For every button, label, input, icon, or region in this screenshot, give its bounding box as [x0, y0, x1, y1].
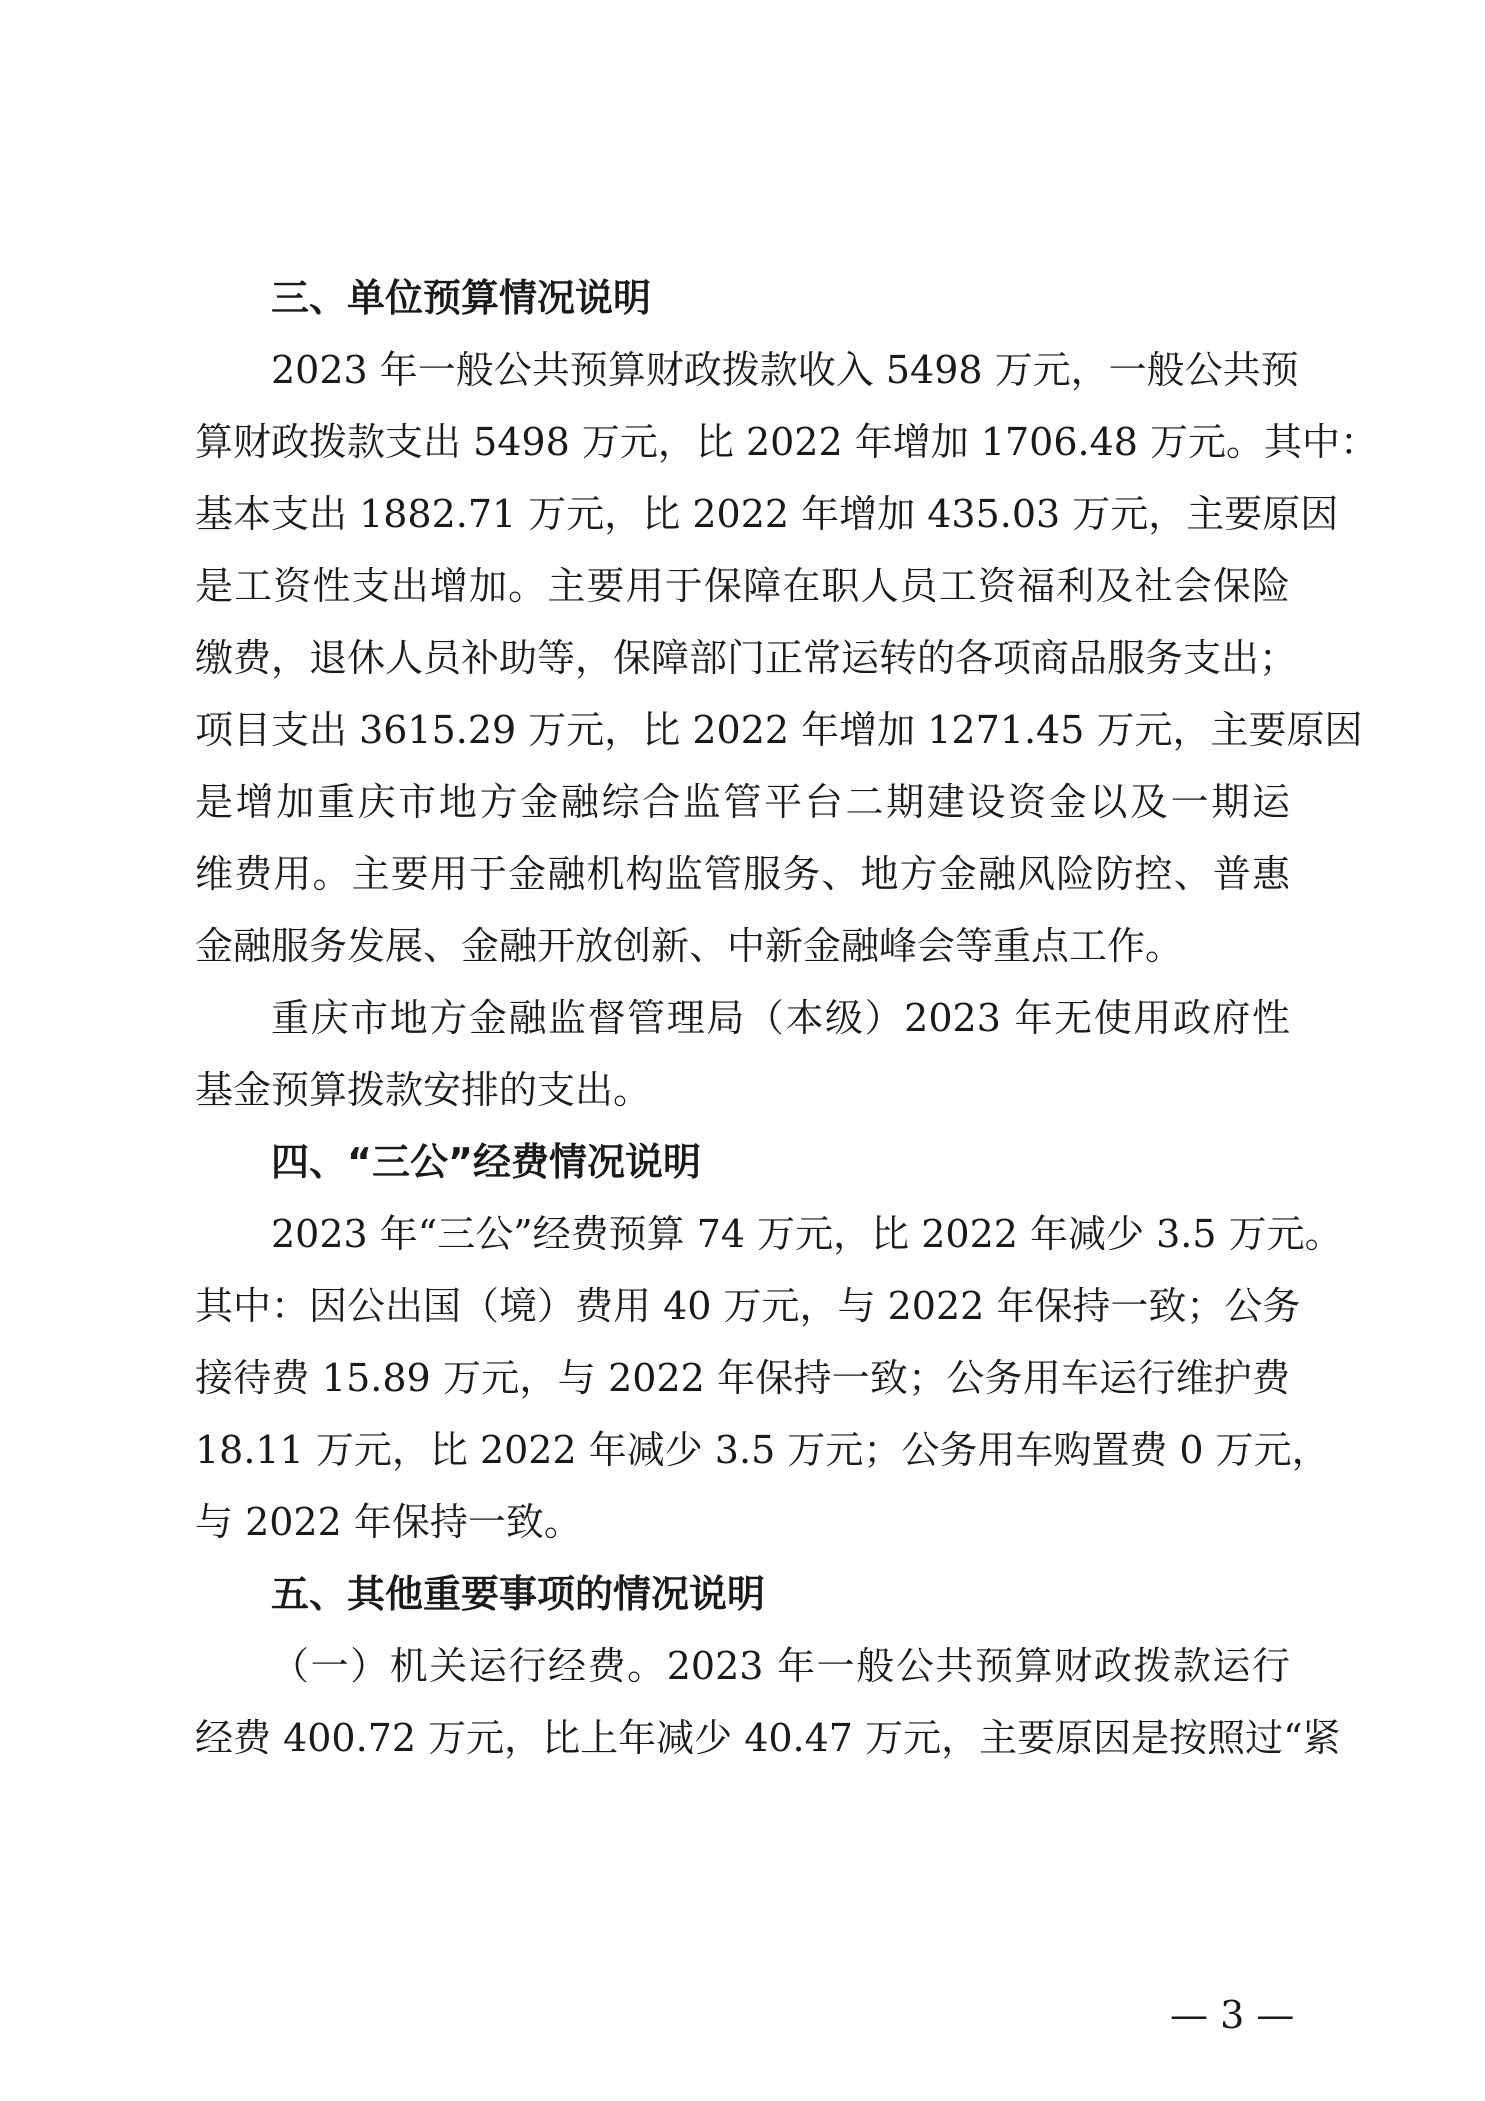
section-heading: 三、单位预算情况说明 — [271, 276, 652, 320]
section-heading: 四、“三公”经费情况说明 — [271, 1140, 701, 1184]
text-line: 经费 400.72 万元，比上年减少 40.47 万元，主要原因是按照过“紧 — [195, 1716, 1341, 1760]
section-heading: 五、其他重要事项的情况说明 — [271, 1572, 766, 1616]
text-line: 金融服务发展、金融开放创新、中新金融峰会等重点工作。 — [195, 924, 1184, 968]
text-line: 是工资性支出增加。主要用于保障在职人员工资福利及社会保险 — [195, 564, 1290, 608]
paragraph — [195, 334, 1379, 982]
text-line: 接待费 15.89 万元，与 2022 年保持一致；公务用车运行维护费 — [195, 1356, 1290, 1400]
text-line: 是增加重庆市地方金融综合监管平台二期建设资金以及一期运 — [195, 780, 1290, 824]
paragraph — [195, 1630, 1341, 1774]
text-line: 基金预算拨款安排的支出。 — [195, 1068, 652, 1112]
text-line: 2023 年“三公”经费预算 74 万元，比 2022 年减少 3.5 万元。 — [271, 1212, 1343, 1256]
text-line: 维费用。主要用于金融机构监管服务、地方金融风险防控、普惠 — [195, 852, 1290, 896]
text-line: 算财政拨款支出 5498 万元，比 2022 年增加 1706.48 万元。其中： — [195, 420, 1379, 464]
document-body — [195, 262, 1379, 1774]
page-number: — 3 — — [1170, 1993, 1295, 2037]
text-line: 缴费，退休人员补助等，保障部门正常运转的各项商品服务支出； — [195, 636, 1298, 680]
text-line: 2023 年一般公共预算财政拨款收入 5498 万元，一般公共预 — [271, 348, 1299, 392]
text-line: 18.11 万元，比 2022 年减少 3.5 万元；公务用车购置费 0 万元， — [195, 1428, 1330, 1472]
text-line: 与 2022 年保持一致。 — [195, 1500, 582, 1544]
text-line: （一）机关运行经费。2023 年一般公共预算财政拨款运行 — [271, 1644, 1290, 1688]
text-line: 重庆市地方金融监督管理局（本级）2023 年无使用政府性 — [271, 996, 1290, 1040]
paragraph — [195, 1198, 1343, 1558]
text-line: 项目支出 3615.29 万元，比 2022 年增加 1271.45 万元，主要原因 — [195, 708, 1363, 752]
text-line: 基本支出 1882.71 万元，比 2022 年增加 435.03 万元，主要原因 — [195, 492, 1339, 536]
text-line: 其中：因公出国（境）费用 40 万元，与 2022 年保持一致；公务 — [195, 1284, 1301, 1328]
paragraph — [195, 982, 1290, 1126]
